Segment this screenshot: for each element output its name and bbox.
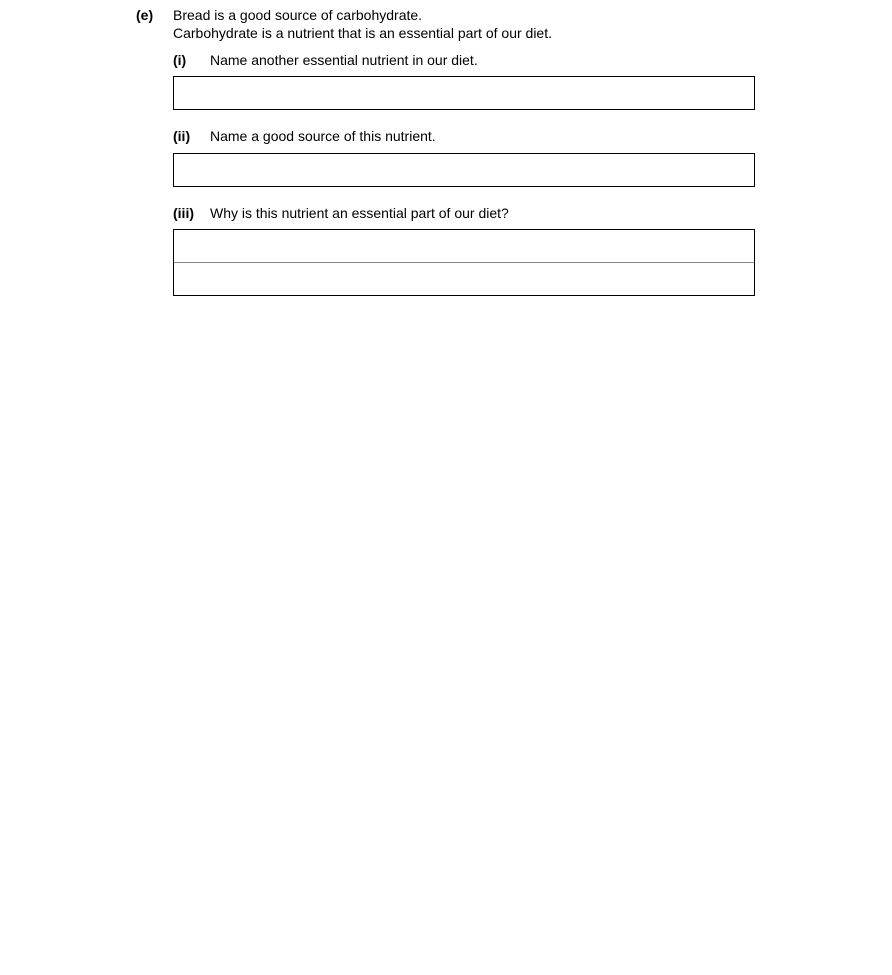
part-i-prompt: Name another essential nutrient in our diet. (210, 52, 478, 68)
part-iii-label: (iii) (173, 205, 194, 221)
part-i-answer-box[interactable] (173, 76, 755, 110)
part-ii-prompt: Name a good source of this nutrient. (210, 128, 436, 144)
part-ii-answer-box[interactable] (173, 153, 755, 187)
part-ii-label: (ii) (173, 128, 191, 144)
part-iii-prompt: Why is this nutrient an essential part of our diet? (210, 205, 509, 221)
question-intro-line-1: Bread is a good source of carbohydrate. (173, 7, 423, 23)
question-intro-line-2: Carbohydrate is a nutrient that is an essential part of our diet. (173, 25, 552, 41)
part-i-label: (i) (173, 52, 187, 68)
part-iii-answer-box[interactable] (173, 229, 755, 296)
question-label: (e) (136, 7, 154, 23)
part-iii-answer-divider (174, 262, 754, 263)
